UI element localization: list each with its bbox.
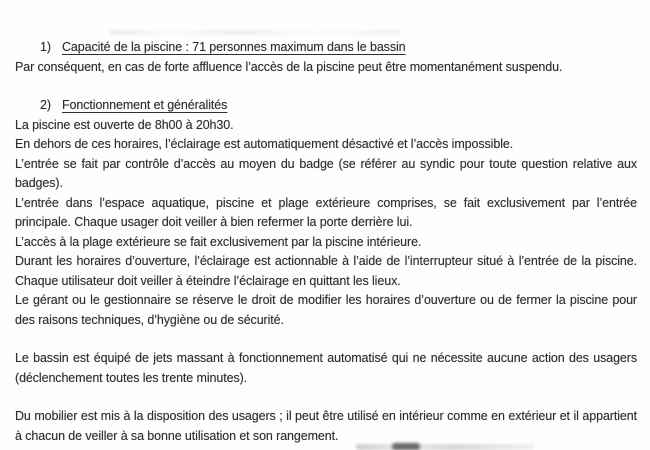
section-2-paragraph-7: Le gérant ou le gestionnaire se réserve le droit de modifier les horaires d’ouverture ou de fermer la piscine pour des raisons techniques, d’hygiène ou de sécurité. <box>15 293 637 327</box>
section-1-heading: Capacité de la piscine : 71 personnes maximum dans le bassin <box>62 40 406 54</box>
section-1-paragraph: Par conséquent, en cas de forte affluence l’accès de la piscine peut être momentanément suspendu. <box>15 59 563 74</box>
section-2-heading: Fonctionnement et généralités <box>62 98 228 112</box>
section-1-number: 1) <box>40 40 51 54</box>
section-2-paragraph-5: L’accès à la plage extérieure se fait exclusivement par la piscine intérieure. <box>15 234 422 249</box>
section-2-paragraph-4: L’entrée dans l’espace aquatique, piscine et plage extérieure comprises, se fait exclusivement par l’entrée principale. Chaque usager doit veiller à bien refermer la porte derrière lui. <box>15 195 637 229</box>
section-2-number: 2) <box>40 98 51 112</box>
section-2-paragraph-2: En dehors de ces horaires, l’éclairage est automatiquement désactivé et l’accès impossible. <box>15 137 514 151</box>
closing-paragraph-2: Du mobilier est mis à la disposition des usagers ; il peut être utilisé en intérieur comme en extérieur et il appartient à chacun de veiller à sa bonne utilisation et son rangement. <box>15 409 637 443</box>
section-2-paragraph-1: La piscine est ouverte de 8h00 à 20h30. <box>15 117 234 132</box>
section-2-heading-row <box>15 96 637 116</box>
cutoff-text-artifact-bottom <box>356 444 534 450</box>
section-2-paragraph-6: Durant les horaires d’ouverture, l’éclairage est actionnable à l’aide de l’interrupteur situé à l’entrée de la piscine. Chaque utilisateur doit veiller à éteindre l’éclairage en quittant les lieux. <box>15 254 637 288</box>
closing-paragraph-1: Le bassin est équipé de jets massant à fonctionnement automatisé qui ne nécessite aucune action des usagers (déclenchement toutes les trente minutes). <box>15 351 637 385</box>
cutoff-text-artifact-bottom-dark <box>392 443 420 450</box>
section-2-paragraph-3: L’entrée se fait par contrôle d’accès au moyen du badge (se référer au syndic pour toute question relative aux badges). <box>15 156 637 190</box>
section-1-heading-row <box>15 38 637 58</box>
